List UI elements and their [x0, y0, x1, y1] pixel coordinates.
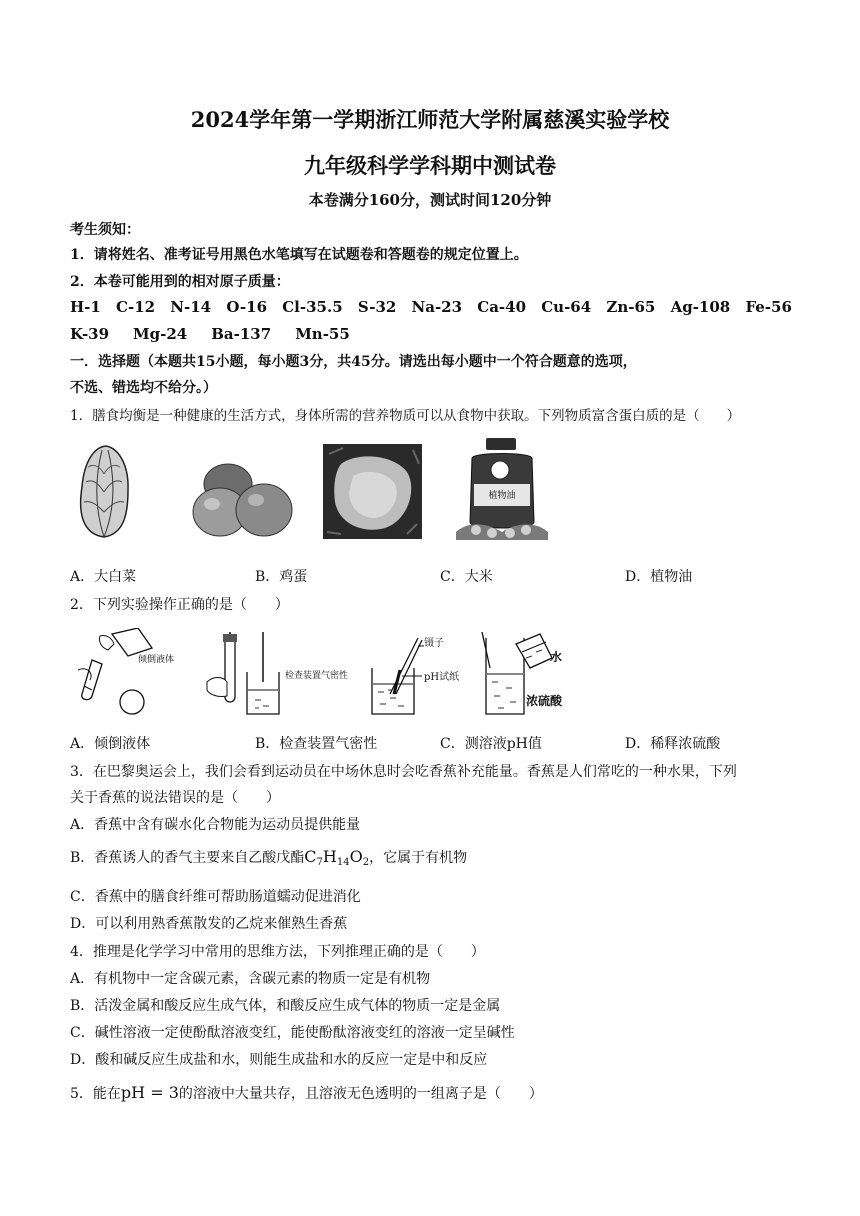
section-heading-line2: 不选、错选均不给分。）: [70, 380, 217, 396]
fig-acid-label: 浓硫酸: [526, 694, 563, 708]
exam-title-line1: 2024学年第一学期浙江师范大学附属慈溪实验学校: [190, 107, 670, 132]
q4-option-c: C．碱性溶液一定使酚酞溶液变红，能使酚酞溶液变红的溶液一定呈碱性: [70, 1025, 515, 1041]
q1-option-a: A．大白菜: [70, 569, 137, 585]
atom-mass: O-16: [226, 298, 268, 316]
atom-mass: S-32: [357, 298, 397, 316]
atomic-masses-row1: [70, 298, 792, 316]
fig-water-label: 水: [550, 650, 563, 664]
q1-options: [70, 566, 810, 586]
atom-mass: Na-23: [411, 298, 463, 316]
notice-item-1: 1．请将姓名、准考证号用黑色水笔填写在试题卷和答题卷的规定位置上。: [70, 247, 528, 263]
q3-option-d: D．可以利用熟香蕉散发的乙烷来催熟生香蕉: [70, 916, 348, 932]
fig-airtight-check: [203, 632, 363, 718]
atom-mass: Mg-24: [133, 325, 188, 343]
atomic-masses-row2: [70, 325, 350, 343]
rice-image: [323, 444, 422, 539]
notice-item-2: 2．本卷可能用到的相对原子质量：: [70, 274, 290, 290]
fig-ph-paper-label: pH试纸: [424, 672, 460, 683]
atom-mass: C-12: [116, 298, 156, 316]
chemical-formula: $C_7H_{14}O_2$: [304, 847, 370, 868]
q3-option-b: [70, 847, 467, 868]
q2-option-b: B．检查装置气密性: [255, 736, 378, 752]
fig-airtight-label: 检查装置气密性: [285, 671, 349, 681]
q3-option-a: A．香蕉中含有碳水化合物能为运动员提供能量: [70, 817, 361, 833]
ph-value: pH = 3: [120, 1083, 179, 1102]
q2-option-c: C．测溶液pH值: [440, 736, 542, 752]
q4-stem: 4．推理是化学学习中常用的思维方法，下列推理正确的是（ ）: [70, 944, 485, 960]
q1-option-d: D．植物油: [625, 569, 693, 585]
q2-stem: 2．下列实验操作正确的是（ ）: [70, 597, 289, 613]
atom-mass: K-39: [70, 325, 110, 343]
atom-mass: Ag-108: [670, 298, 731, 316]
q3-stem-line2: 关于香蕉的说法错误的是（ ）: [70, 790, 280, 806]
fig-pour-liquid: [72, 628, 182, 718]
q3-stem-line1: 3．在巴黎奥运会上，我们会看到运动员在中场休息时会吃香蕉补充能量。香蕉是人们常吃的一种水果，下列: [70, 764, 737, 780]
q5-stem: 5．能在pH = 3的溶液中大量共存，且溶液无色透明的一组离子是（ ）: [70, 1083, 543, 1102]
q2-option-a: A．倾倒液体: [70, 736, 151, 752]
q1-option-c: C．大米: [440, 569, 493, 585]
cabbage-image: [74, 442, 134, 542]
q4-option-d: D．酸和碱反应生成盐和水，则能生成盐和水的反应一定是中和反应: [70, 1052, 488, 1068]
fig-pour-label: 倾倒液体: [138, 655, 175, 665]
atom-mass: N-14: [170, 298, 212, 316]
oil-bottle-image: [452, 436, 552, 540]
exam-subtitle: 本卷满分160分，测试时间120分钟: [308, 191, 552, 209]
atom-mass: Cu-64: [541, 298, 592, 316]
q2-options: [70, 733, 810, 753]
notice-heading: 考生须知：: [70, 222, 140, 238]
q1-stem: 1．膳食均衡是一种健康的生活方式，身体所需的营养物质可以从食物中获取。下列物质富含蛋白质的是（ ）: [70, 408, 741, 424]
q1-option-b: B．鸡蛋: [255, 569, 308, 585]
exam-title-line2: 九年级科学学科期中测试卷: [304, 153, 556, 178]
fig-dilute-acid: [480, 632, 590, 718]
section-heading-line1: 一．选择题（本题共15小题，每小题3分，共45分。请选出每小题中一个符合题意的选项，: [70, 354, 637, 370]
bottle-label: 植物油: [488, 491, 516, 501]
atom-mass: Zn-65: [606, 298, 656, 316]
q4-option-a: A．有机物中一定含碳元素，含碳元素的物质一定是有机物: [70, 971, 431, 987]
fig-ph-test: [366, 632, 476, 718]
q4-option-b: B．活泼金属和酸反应生成气体，和酸反应生成气体的物质一定是金属: [70, 998, 501, 1014]
q3-option-c: C．香蕉中的膳食纤维可帮助肠道蠕动促进消化: [70, 889, 361, 905]
atom-mass: Ba-137: [211, 325, 272, 343]
atom-mass: Mn-55: [295, 325, 350, 343]
atom-mass: H-1: [70, 298, 101, 316]
q3-option-b-text: B．香蕉诱人的香气主要来自乙酸戊酯: [70, 850, 305, 866]
atom-mass: Fe-56: [745, 298, 792, 316]
pour-liquid-drawing: [72, 628, 182, 718]
q2-option-d: D．稀释浓硫酸: [625, 736, 721, 752]
atom-mass: Cl-35.5: [282, 298, 343, 316]
fig-tweezers-label: 镊子: [424, 638, 444, 649]
eggs-image: [192, 458, 294, 538]
ph-test-drawing: [366, 632, 476, 718]
q3-option-b-tail: ，它属于有机物: [369, 850, 468, 866]
atom-mass: Ca-40: [477, 298, 527, 316]
